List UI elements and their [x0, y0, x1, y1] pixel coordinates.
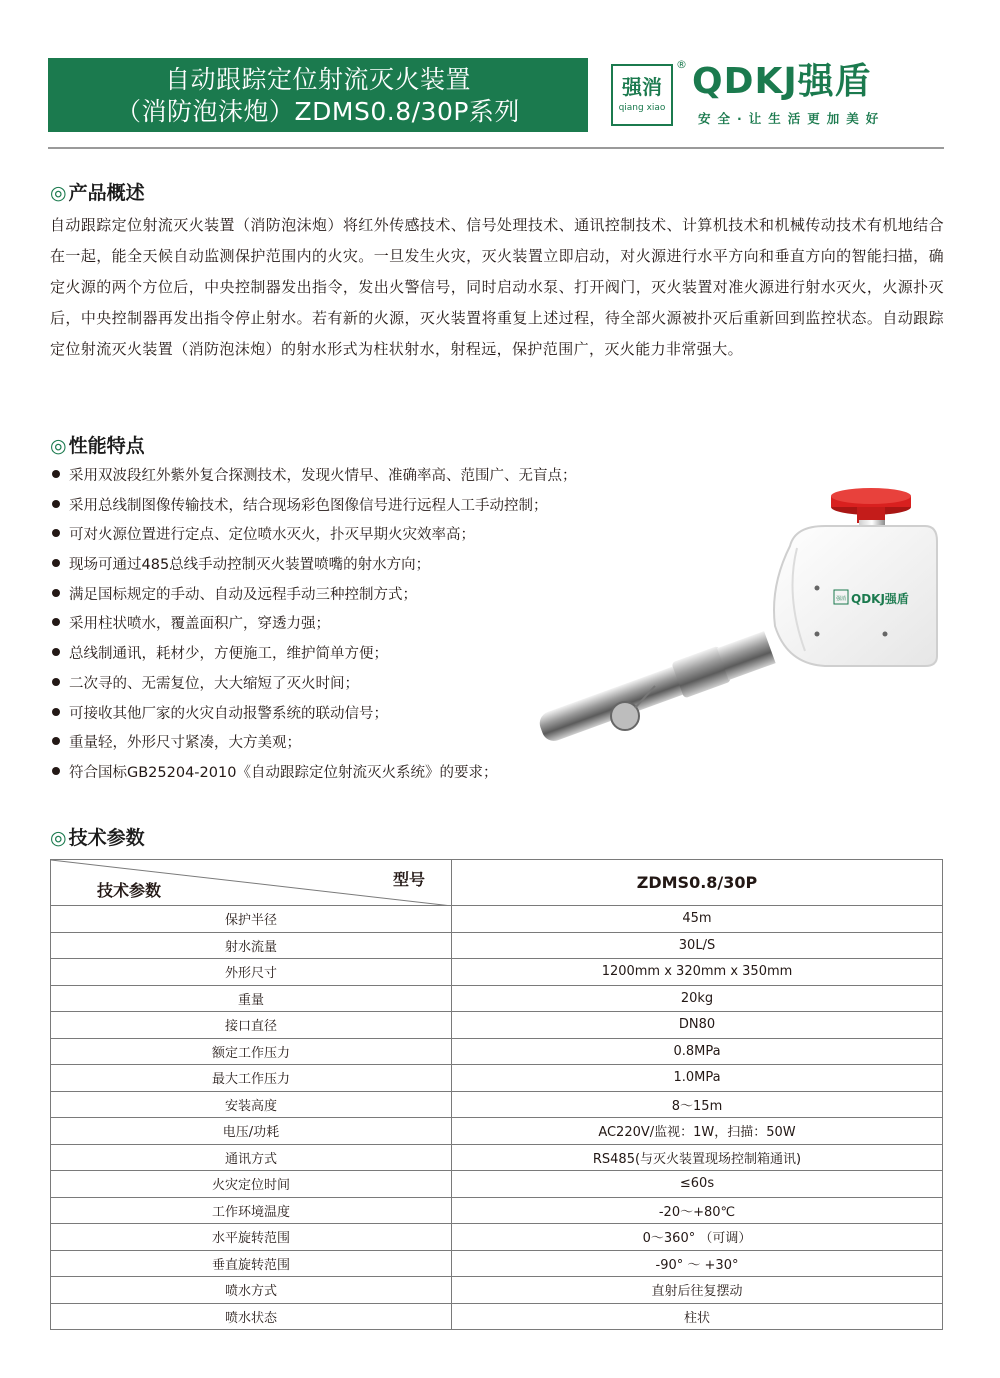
list-item: 总线制通讯，耗材少，方便施工，维护简单方便； [52, 640, 552, 670]
flange-top [831, 488, 911, 504]
header-divider [48, 147, 944, 149]
bullet-icon [52, 618, 60, 626]
brand-slogan: 安全·让生活更加美好 [698, 111, 886, 126]
specs-heading-text: 技术参数 [68, 827, 145, 849]
bullet-icon [52, 737, 60, 745]
spec-table [50, 859, 943, 1330]
features-heading [50, 433, 145, 459]
corner-model-label: 型号 [392, 870, 425, 889]
bullet-icon [52, 767, 60, 775]
title-line-1: 自动跟踪定位射流灭火装置 [164, 65, 471, 94]
table-row: 火灾定位时间 ≤60s [51, 1171, 943, 1198]
list-item: 采用柱状喷水，覆盖面积广，穿透力强； [52, 610, 552, 640]
table-row: 工作环境温度 -20～+80℃ [51, 1197, 943, 1224]
list-item: 采用总线制图像传输技术，结合现场彩色图像信号进行远程人工手动控制； [52, 492, 552, 522]
bullet-icon [52, 589, 60, 597]
table-row: 喷水状态 柱状 [51, 1303, 943, 1330]
foam-cannon-image [525, 486, 945, 748]
table-row: 垂直旋转范围 -90° ～ +30° [51, 1250, 943, 1277]
features-list [52, 462, 577, 789]
housing-label: QDKJ强盾 [851, 592, 909, 606]
table-row: 射水流量 30L/S [51, 932, 943, 959]
table-corner-cell [51, 860, 452, 906]
screw [815, 632, 820, 637]
motor-housing [611, 702, 639, 730]
list-item: 可接收其他厂家的火灾自动报警系统的联动信号； [52, 700, 552, 730]
bullet-icon [52, 470, 60, 478]
qiangxiao-logo [611, 64, 673, 126]
list-item: 重量轻，外形尺寸紧凑，大方美观； [52, 729, 552, 759]
registered-mark: ® [676, 58, 687, 71]
screw [815, 586, 820, 591]
list-item: 二次寻的、无需复位，大大缩短了灭火时间； [52, 670, 552, 700]
overview-text: 自动跟踪定位射流灭火装置（消防泡沫炮）将红外传感技术、信号处理技术、通讯控制技术、计算机技术和机械传动技术有机地结合在一起，能全天候自动监测保护范围内的火灾。一旦发生火灾，灭火装置立即启动，对火源进行水平方向和垂直方向的智能扫描，确定火源的两个方位后，中央控制器发出指令，发出火警信号，同时启动水泵、打开阀门，灭火装置对准火源进行射水灭火，火源扑灭后，中央控制器再发出指令停止射水。若有新的火源，灭火装置将重复上述过程，待全部火源被扑灭后重新回到监控状态。自动跟踪定位射流灭火装置（消防泡沫炮）的射水形式为柱状射水，射程远，保护范围广，灭火能力非常强大。 [50, 216, 944, 358]
bullseye-icon: ◎ [50, 827, 67, 849]
model-header: ZDMS0.8/30P [452, 860, 943, 906]
table-row: 通讯方式 RS485(与灭火装置现场控制箱通讯) [51, 1144, 943, 1171]
list-item: 满足国标规定的手动、自动及远程手动三种控制方式； [52, 581, 552, 611]
specs-heading [50, 825, 145, 851]
brand-logo: QDKJ强盾 [692, 61, 872, 102]
table-row: 接口直径 DN80 [51, 1012, 943, 1039]
corner-params-label: 技术参数 [97, 881, 162, 900]
housing-logo-cn: 强消 [835, 596, 847, 602]
features-heading-text: 性能特点 [68, 435, 145, 457]
table-row: 电压/功耗 AC220V/监视：1W，扫描：50W [51, 1118, 943, 1145]
overview-heading [50, 180, 145, 206]
table-row: 外形尺寸 1200mm x 320mm x 350mm [51, 959, 943, 986]
bullet-icon [52, 648, 60, 656]
table-row: 重量 20kg [51, 985, 943, 1012]
bullet-icon [52, 678, 60, 686]
bullet-icon [52, 529, 60, 537]
list-item: 现场可通过485总线手动控制灭火装置喷嘴的射水方向； [52, 551, 552, 581]
list-item: 符合国标GB25204-2010《自动跟踪定位射流灭火系统》的要求； [52, 759, 552, 789]
table-row: 喷水方式 直射后往复摆动 [51, 1277, 943, 1304]
logo-pinyin: qiang xiao [618, 103, 666, 113]
table-row: 保护半径 45m [51, 906, 943, 933]
bullet-icon [52, 559, 60, 567]
table-header-row [51, 860, 943, 906]
bullet-icon [52, 500, 60, 508]
bullseye-icon: ◎ [50, 182, 67, 204]
list-item: 可对火源位置进行定点、定位喷水灭火，扑灭早期火灾效率高； [52, 521, 552, 551]
title-line-2: （消防泡沫炮）ZDMS0.8/30P系列 [116, 97, 520, 126]
bullet-icon [52, 708, 60, 716]
table-row: 安装高度 8～15m [51, 1091, 943, 1118]
bullseye-icon: ◎ [50, 435, 67, 457]
title-banner [48, 58, 588, 132]
table-row: 水平旋转范围 0～360° （可调） [51, 1224, 943, 1251]
table-row: 额定工作压力 0.8MPa [51, 1038, 943, 1065]
table-row: 最大工作压力 1.0MPa [51, 1065, 943, 1092]
list-item: 采用双波段红外紫外复合探测技术，发现火情早、准确率高、范围广、无盲点； [52, 462, 552, 492]
overview-heading-text: 产品概述 [68, 182, 145, 204]
screw [883, 632, 888, 637]
logo-cn: 强消 [622, 75, 662, 99]
